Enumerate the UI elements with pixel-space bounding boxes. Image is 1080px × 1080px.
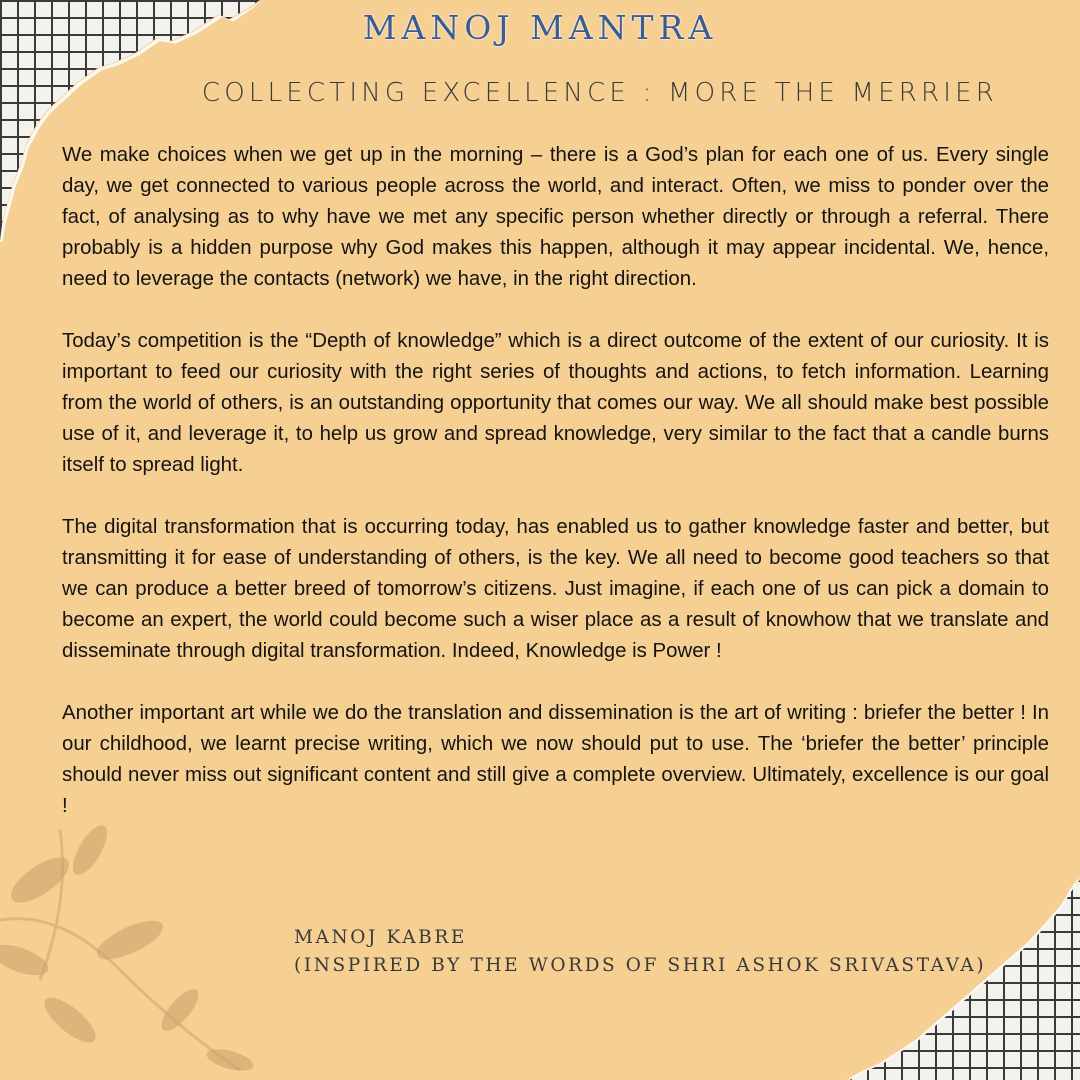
article-body [62, 140, 1049, 853]
paragraph: Another important art while we do the translation and dissemination is the art of writing : briefer the better ! In our childhood, we learnt precise writing, which we now should put to use. The ‘briefer the better’ principle should never miss out significant content and still give a complete overview. Ultimately, excellence is our goal ! [62, 702, 1049, 817]
page-title: MANOJ MANTRA [362, 8, 718, 47]
author-name: MANOJ KABRE [294, 927, 468, 948]
signature-block [294, 924, 1014, 980]
grid-paper-corner-bottom-right [850, 880, 1080, 1080]
paragraph: We make choices when we get up in the morning – there is a God’s plan for each one of us. Every single day, we get connected to various people across the world, and interact. Often, we miss to ponder over the fact, of analysing as to why have we met any specific person whether directly or through a referral. There probably is a hidden purpose why God makes this happen, although it may appear incidental. We, hence, need to leverage the contacts (network) we have, in the right direction. [62, 144, 1049, 290]
paragraph: Today’s competition is the “Depth of knowledge” which is a direct outcome of the extent of our curiosity. It is important to feed our curiosity with the right series of thoughts and actions, to fetch information. Learning from the world of others, is an outstanding opportunity that comes our way. We all should make best possible use of it, and leverage it, to help us grow and spread knowledge, very similar to the fact that a candle burns itself to spread light. [62, 330, 1049, 476]
page-subtitle: COLLECTING EXCELLENCE : MORE THE MERRIER [201, 78, 999, 108]
author-credit: (INSPIRED BY THE WORDS OF SHRI ASHOK SRIVASTAVA) [294, 955, 987, 976]
paragraph: The digital transformation that is occurring today, has enabled us to gather knowledge faster and better, but transmitting it for ease of understanding of others, is the key. We all need to become good teachers so that we can produce a better breed of tomorrow’s citizens. Just imagine, if each one of us can pick a domain to become an expert, the world could become such a wiser place as a result of knowhow that we translate and disseminate through digital transformation. Indeed, Knowledge is Power ! [62, 516, 1049, 662]
leaf-shadow-decoration [0, 820, 300, 1080]
